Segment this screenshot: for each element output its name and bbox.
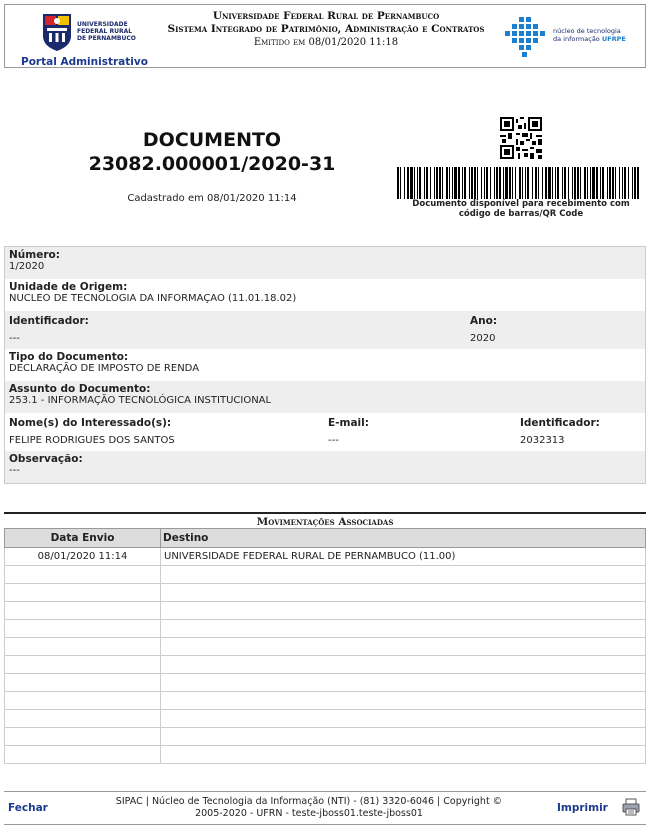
- document-heading: DOCUMENTO: [142, 129, 282, 151]
- assunto-value: 253.1 - INFORMAÇÃO TECNOLÓGICA INSTITUCIONAL: [9, 395, 272, 406]
- close-link[interactable]: Fechar: [8, 802, 48, 814]
- interessado-label: Nome(s) do Interessado(s):: [9, 417, 172, 429]
- table-row: [5, 674, 646, 692]
- table-row: [5, 602, 646, 620]
- document-number: 23082.000001/2020-31: [88, 153, 336, 175]
- cell-data-envio: [5, 692, 161, 710]
- table-header-row: [5, 529, 646, 548]
- identificador-label: Identificador:: [9, 315, 89, 327]
- cell-destino: [161, 602, 646, 620]
- cell-data-envio: [5, 620, 161, 638]
- footer-credits: SIPAC | Núcleo de Tecnologia da Informação (NTI) - (81) 3320-6046 | Copyright © 2005-2020 - UFRN - teste-jboss01.teste-jboss01: [115, 796, 503, 819]
- institution-name: Universidade Federal Rural de Pernambuco: [212, 10, 440, 22]
- portal-administrativo-link[interactable]: Portal Administrativo: [21, 56, 148, 68]
- ufrpe-logo: [15, 9, 155, 67]
- movimentacoes-table: [4, 528, 646, 764]
- nti-logo: [505, 15, 645, 59]
- column-header-data-envio: Data Envio: [5, 529, 161, 548]
- ufrpe-logo-text: UNIVERSIDADE FEDERAL RURAL DE PERNAMBUCO: [77, 21, 136, 42]
- cell-data-envio: [5, 710, 161, 728]
- cell-data-envio: [5, 656, 161, 674]
- cell-destino: [161, 620, 646, 638]
- origem-value: NUCLEO DE TECNOLOGIA DA INFORMAÇAO (11.01.18.02): [9, 293, 297, 304]
- qr-code-icon: [500, 117, 542, 159]
- cell-data-envio: [5, 566, 161, 584]
- identificador2-label: Identificador:: [520, 417, 600, 429]
- page-header: [4, 4, 646, 68]
- cell-data-envio: [5, 674, 161, 692]
- cell-data-envio: [5, 638, 161, 656]
- nti-dots-icon: [505, 15, 549, 59]
- cell-data-envio: [5, 746, 161, 764]
- table-row: [5, 692, 646, 710]
- document-info: [4, 246, 646, 484]
- barcode-caption: Documento disponível para recebimento com código de barras/QR Code: [412, 199, 630, 219]
- info-row-identificador: [5, 311, 645, 349]
- table-row: [5, 728, 646, 746]
- cell-destino: [161, 656, 646, 674]
- nti-logo-text: núcleo de tecnologia da informação UFRPE: [553, 27, 626, 43]
- print-link[interactable]: Imprimir: [557, 802, 608, 814]
- table-row: [5, 638, 646, 656]
- table-row: [5, 620, 646, 638]
- document-title: [40, 128, 384, 176]
- cell-data-envio: [5, 602, 161, 620]
- identificador-value: ---: [9, 333, 20, 344]
- cell-destino: [161, 638, 646, 656]
- interessado-value: FELIPE RODRIGUES DOS SANTOS: [9, 435, 175, 446]
- email-label: E-mail:: [328, 417, 369, 429]
- table-row: [5, 746, 646, 764]
- observacao-label: Observação:: [9, 453, 83, 465]
- emitted-date: Emitido em 08/01/2020 11:18: [253, 37, 399, 48]
- identificador2-value: 2032313: [520, 435, 565, 446]
- printer-icon[interactable]: [622, 798, 640, 816]
- cell-destino: UNIVERSIDADE FEDERAL RURAL DE PERNAMBUCO (11.00): [161, 548, 646, 566]
- assunto-label: Assunto do Documento:: [9, 383, 151, 395]
- system-name: Sistema Integrado de Patrimônio, Administração e Contratos: [167, 23, 485, 35]
- table-row: [5, 656, 646, 674]
- info-row-assunto: [5, 381, 645, 413]
- table-row: [5, 710, 646, 728]
- ano-label: Ano:: [470, 315, 498, 327]
- institution-block: [155, 10, 497, 49]
- movimentacoes-title: Movimentações Associadas: [4, 512, 646, 528]
- column-header-destino: Destino: [161, 529, 646, 548]
- cell-data-envio: 08/01/2020 11:14: [5, 548, 161, 566]
- tipo-label: Tipo do Documento:: [9, 351, 129, 363]
- cell-destino: [161, 728, 646, 746]
- info-row-origem: [5, 279, 645, 311]
- observacao-value: ---: [9, 465, 20, 476]
- table-row: [5, 548, 646, 566]
- table-row: [5, 584, 646, 602]
- numero-value: 1/2020: [9, 261, 45, 272]
- cell-destino: [161, 710, 646, 728]
- table-row: [5, 566, 646, 584]
- movimentacoes-body: [5, 548, 646, 764]
- info-row-observacao: [5, 451, 645, 483]
- cell-destino: [161, 746, 646, 764]
- numero-label: Número:: [9, 249, 60, 261]
- registered-date: Cadastrado em 08/01/2020 11:14: [127, 193, 297, 204]
- cell-destino: [161, 674, 646, 692]
- origem-label: Unidade de Origem:: [9, 281, 128, 293]
- cell-destino: [161, 692, 646, 710]
- barcode-icon: [397, 167, 641, 199]
- cell-data-envio: [5, 728, 161, 746]
- info-row-tipo: [5, 349, 645, 381]
- email-value: ---: [328, 435, 339, 446]
- tipo-value: DECLARAÇÃO DE IMPOSTO DE RENDA: [9, 363, 200, 374]
- ano-value: 2020: [470, 333, 496, 344]
- page-footer: [4, 791, 646, 825]
- cell-data-envio: [5, 584, 161, 602]
- info-row-interessado: [5, 413, 645, 451]
- ufrpe-crest-icon: [41, 12, 73, 52]
- cell-destino: [161, 566, 646, 584]
- cell-destino: [161, 584, 646, 602]
- info-row-numero: [5, 247, 645, 279]
